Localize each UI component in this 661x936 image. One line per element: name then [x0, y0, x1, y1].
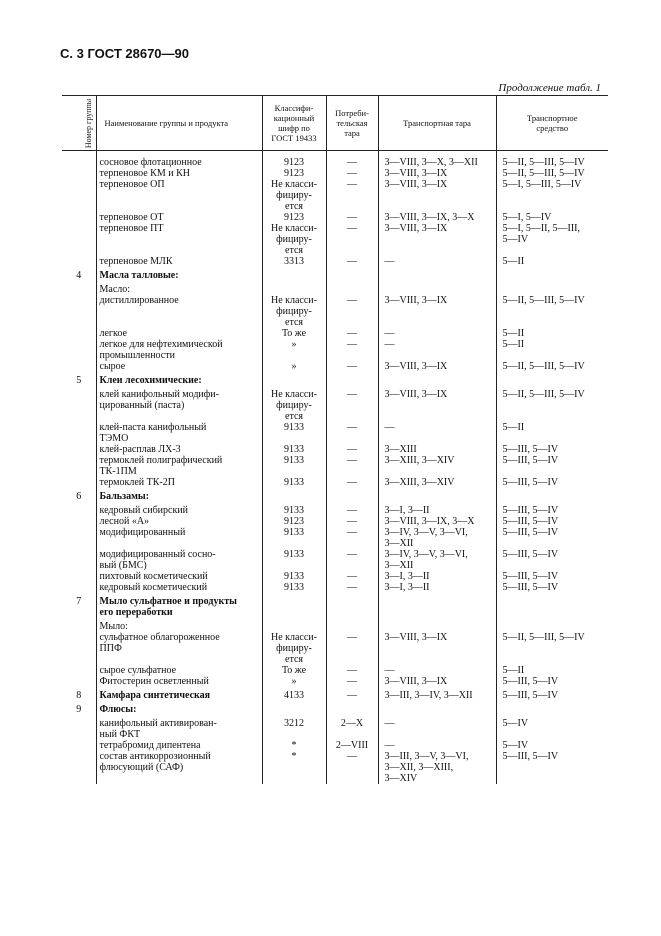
transport-pack: 3—I, 3—II [378, 571, 496, 582]
transport-means: 5—III, 5—IV [496, 571, 608, 582]
transport-pack: 3—VIII, 3—IX [378, 676, 496, 687]
row-number [62, 455, 96, 477]
product-name: Мыло сульфатное и продукты его переработки [96, 593, 262, 618]
col-header-transport-means: Транспортное средство [496, 96, 608, 151]
consumer-pack [326, 267, 378, 281]
table-row [62, 256, 608, 267]
transport-means: 5—II [496, 665, 608, 676]
transport-means: 5—III, 5—IV [496, 676, 608, 687]
classification-code: 3313 [262, 256, 326, 267]
product-name: Клеи лесохимические: [96, 372, 262, 386]
transport-pack: 3—XIII, 3—XIV [378, 455, 496, 477]
table-row [62, 477, 608, 488]
transport-means: 5—II [496, 256, 608, 267]
classification-code: То же [262, 328, 326, 339]
transport-pack: — [378, 665, 496, 676]
col-header-code: Классифи- кационный шифр по ГОСТ 19433 [262, 96, 326, 151]
transport-means: 5—III, 5—IV [496, 687, 608, 701]
classification-code: 9133 [262, 502, 326, 516]
product-name: Масло: [96, 281, 262, 295]
classification-code [262, 488, 326, 502]
table-row [62, 281, 608, 295]
page-header: С. 3 ГОСТ 28670—90 [60, 46, 189, 61]
row-number [62, 477, 96, 488]
table-row [62, 676, 608, 687]
consumer-pack: — [326, 328, 378, 339]
transport-pack: — [378, 339, 496, 361]
classification-code: 3212 [262, 715, 326, 740]
consumer-pack: — [326, 527, 378, 549]
table-row [62, 455, 608, 477]
consumer-pack: — [326, 386, 378, 422]
product-name: клей канифольный модифи- цированный (паста) [96, 386, 262, 422]
consumer-pack: — [326, 549, 378, 571]
classification-code: 9133 [262, 444, 326, 455]
consumer-pack: — [326, 502, 378, 516]
row-number [62, 618, 96, 632]
classification-code [262, 267, 326, 281]
row-number [62, 740, 96, 751]
classification-code: 9133 [262, 455, 326, 477]
table-row [62, 372, 608, 386]
classification-code: » [262, 676, 326, 687]
row-number [62, 676, 96, 687]
table-row [62, 571, 608, 582]
classification-code: 9133 [262, 527, 326, 549]
product-name: Мыло: [96, 618, 262, 632]
transport-pack: 3—VIII, 3—IX [378, 179, 496, 212]
classification-code: 9133 [262, 422, 326, 444]
row-number [62, 168, 96, 179]
row-number [62, 339, 96, 361]
row-number [62, 256, 96, 267]
table-row [62, 593, 608, 618]
consumer-pack: — [326, 223, 378, 256]
transport-means: 5—II, 5—III, 5—IV [496, 295, 608, 328]
row-number: 9 [76, 704, 82, 715]
consumer-pack: — [326, 582, 378, 593]
product-name: Флюсы: [96, 701, 262, 715]
row-number [62, 151, 96, 169]
row-number [62, 549, 96, 571]
consumer-pack: — [326, 516, 378, 527]
product-name: терпеновое ОТ [96, 212, 262, 223]
product-name: сырое сульфатное [96, 665, 262, 676]
transport-means [496, 372, 608, 386]
transport-means: 5—I, 5—II, 5—III, 5—IV [496, 223, 608, 256]
transport-pack: 3—IV, 3—V, 3—VI, 3—XII [378, 527, 496, 549]
consumer-pack: — [326, 151, 378, 169]
table-row [62, 740, 608, 751]
table-row [62, 701, 608, 715]
product-name: терпеновое ПТ [96, 223, 262, 256]
transport-means [496, 267, 608, 281]
product-name: кедровый косметический [96, 582, 262, 593]
classification-code: 9123 [262, 151, 326, 169]
classification-code: То же [262, 665, 326, 676]
classification-code: 9123 [262, 212, 326, 223]
table-row [62, 444, 608, 455]
consumer-pack [326, 701, 378, 715]
row-number [62, 386, 96, 422]
transport-pack: 3—VIII, 3—IX, 3—X [378, 516, 496, 527]
table-row [62, 687, 608, 701]
product-name: состав антикоррозионный флюсующий (САФ) [96, 751, 262, 784]
consumer-pack: — [326, 477, 378, 488]
consumer-pack: 2—VIII [326, 740, 378, 751]
consumer-pack [326, 593, 378, 618]
transport-pack: 3—VIII, 3—IX [378, 223, 496, 256]
transport-means [496, 488, 608, 502]
consumer-pack: — [326, 455, 378, 477]
table-row [62, 328, 608, 339]
row-number [62, 582, 96, 593]
transport-pack: 3—VIII, 3—IX [378, 632, 496, 665]
transport-pack: 3—VIII, 3—IX [378, 386, 496, 422]
transport-means: 5—II [496, 422, 608, 444]
transport-table [62, 95, 608, 784]
row-number [62, 223, 96, 256]
product-name: клей-расплав ЛХ-3 [96, 444, 262, 455]
row-number [62, 179, 96, 212]
product-name: дистиллированное [96, 295, 262, 328]
transport-pack [378, 701, 496, 715]
table-row [62, 618, 608, 632]
row-number [62, 751, 96, 784]
consumer-pack: — [326, 422, 378, 444]
product-name: сосновое флотационное [96, 151, 262, 169]
classification-code [262, 372, 326, 386]
consumer-pack: — [326, 361, 378, 372]
transport-pack [378, 281, 496, 295]
row-number [62, 422, 96, 444]
consumer-pack: — [326, 444, 378, 455]
transport-means: 5—IV [496, 740, 608, 751]
transport-means: 5—II [496, 339, 608, 361]
consumer-pack: — [326, 179, 378, 212]
table-row [62, 502, 608, 516]
table-row [62, 151, 608, 169]
table-row [62, 361, 608, 372]
consumer-pack [326, 281, 378, 295]
classification-code [262, 281, 326, 295]
product-name: кедровый сибирский [96, 502, 262, 516]
row-number [62, 632, 96, 665]
transport-means [496, 701, 608, 715]
table-row [62, 339, 608, 361]
consumer-pack [326, 372, 378, 386]
row-number [62, 444, 96, 455]
transport-pack: 3—VIII, 3—IX [378, 295, 496, 328]
consumer-pack: — [326, 676, 378, 687]
consumer-pack: — [326, 665, 378, 676]
classification-code: 9133 [262, 582, 326, 593]
transport-pack [378, 618, 496, 632]
transport-pack: 3—I, 3—II [378, 582, 496, 593]
transport-means: 5—III, 5—IV [496, 502, 608, 516]
table-row [62, 488, 608, 502]
table-continuation-label: Продолжение табл. 1 [498, 82, 601, 94]
transport-means: 5—III, 5—IV [496, 549, 608, 571]
table-row [62, 527, 608, 549]
table-row [62, 715, 608, 740]
row-number [62, 527, 96, 549]
product-name: сульфатное облагороженное ППФ [96, 632, 262, 665]
consumer-pack [326, 488, 378, 502]
product-name: пихтовый косметический [96, 571, 262, 582]
classification-code: 9123 [262, 168, 326, 179]
table-row [62, 632, 608, 665]
row-number [62, 281, 96, 295]
transport-means: 5—III, 5—IV [496, 527, 608, 549]
col-header-name: Наименование группы и продукта [96, 96, 262, 151]
product-name: легкое для нефтехимической промышленности [96, 339, 262, 361]
product-name: клей-паста канифольный ТЭМО [96, 422, 262, 444]
transport-pack: 3—IV, 3—V, 3—VI, 3—XII [378, 549, 496, 571]
transport-means: 5—II, 5—III, 5—IV [496, 151, 608, 169]
row-number [62, 715, 96, 740]
consumer-pack: — [326, 168, 378, 179]
row-number [62, 328, 96, 339]
transport-means [496, 618, 608, 632]
table-row [62, 267, 608, 281]
classification-code: Не класси- фициру- ется [262, 295, 326, 328]
row-number [62, 361, 96, 372]
transport-pack: 3—I, 3—II [378, 502, 496, 516]
transport-means: 5—II, 5—III, 5—IV [496, 168, 608, 179]
row-number: 8 [76, 690, 82, 701]
classification-code: Не класси- фициру- ется [262, 632, 326, 665]
product-name: модифицированный сосно- вый (БМС) [96, 549, 262, 571]
transport-means: 5—III, 5—IV [496, 751, 608, 784]
product-name: модифицированный [96, 527, 262, 549]
product-name: Масла талловые: [96, 267, 262, 281]
transport-pack: 3—XIII, 3—XIV [378, 477, 496, 488]
row-number [62, 571, 96, 582]
col-header-transport-pack: Транспортная тара [378, 96, 496, 151]
transport-means: 5—III, 5—IV [496, 455, 608, 477]
product-name: термоклей ТК-2П [96, 477, 262, 488]
classification-code: » [262, 339, 326, 361]
product-name: канифольный активирован- ный ФКТ [96, 715, 262, 740]
transport-means: 5—III, 5—IV [496, 582, 608, 593]
transport-pack: — [378, 328, 496, 339]
classification-code: * [262, 751, 326, 784]
product-name: терпеновое ОП [96, 179, 262, 212]
transport-means: 5—III, 5—IV [496, 444, 608, 455]
transport-pack: 3—VIII, 3—IX [378, 168, 496, 179]
transport-pack: 3—VIII, 3—IX, 3—X [378, 212, 496, 223]
consumer-pack: — [326, 212, 378, 223]
transport-pack: 3—XIII [378, 444, 496, 455]
classification-code: » [262, 361, 326, 372]
transport-pack [378, 267, 496, 281]
row-number [62, 665, 96, 676]
consumer-pack: 2—X [326, 715, 378, 740]
classification-code: 9133 [262, 549, 326, 571]
classification-code: 9133 [262, 477, 326, 488]
classification-code [262, 618, 326, 632]
product-name: Фитостерин осветленный [96, 676, 262, 687]
product-name: Бальзамы: [96, 488, 262, 502]
row-number: 4 [76, 270, 82, 281]
transport-pack: — [378, 256, 496, 267]
consumer-pack: — [326, 632, 378, 665]
classification-code: * [262, 740, 326, 751]
classification-code: Не класси- фициру- ется [262, 386, 326, 422]
classification-code [262, 593, 326, 618]
transport-pack: — [378, 715, 496, 740]
table-row [62, 582, 608, 593]
table-header-row [62, 96, 608, 151]
table-row [62, 295, 608, 328]
product-name: Камфара синтетическая [96, 687, 262, 701]
product-name: термоклей полиграфический ТК-1ПМ [96, 455, 262, 477]
consumer-pack: — [326, 751, 378, 784]
table-row [62, 549, 608, 571]
table-row [62, 751, 608, 784]
row-number: 7 [76, 596, 82, 607]
consumer-pack [326, 618, 378, 632]
classification-code [262, 701, 326, 715]
table-row [62, 516, 608, 527]
col-header-consumer-pack: Потреби- тельская тара [326, 96, 378, 151]
table-row [62, 386, 608, 422]
consumer-pack: — [326, 339, 378, 361]
consumer-pack: — [326, 571, 378, 582]
consumer-pack: — [326, 295, 378, 328]
classification-code: Не класси- фициру- ется [262, 179, 326, 212]
product-name: легкое [96, 328, 262, 339]
col-header-num: Номер группы [62, 96, 96, 151]
table-row [62, 179, 608, 212]
table-row [62, 212, 608, 223]
transport-means [496, 593, 608, 618]
row-number [62, 295, 96, 328]
transport-means: 5—II, 5—III, 5—IV [496, 632, 608, 665]
transport-pack [378, 488, 496, 502]
transport-pack: 3—III, 3—IV, 3—XII [378, 687, 496, 701]
classification-code: 9123 [262, 516, 326, 527]
transport-means: 5—I, 5—III, 5—IV [496, 179, 608, 212]
transport-means: 5—II, 5—III, 5—IV [496, 361, 608, 372]
transport-means: 5—II, 5—III, 5—IV [496, 386, 608, 422]
row-number [62, 516, 96, 527]
transport-pack [378, 593, 496, 618]
transport-pack: 3—III, 3—V, 3—VI, 3—XII, 3—XIII, 3—XIV [378, 751, 496, 784]
transport-means: 5—IV [496, 715, 608, 740]
table-row [62, 665, 608, 676]
classification-code: 9133 [262, 571, 326, 582]
consumer-pack: — [326, 687, 378, 701]
table-row [62, 168, 608, 179]
classification-code: 4133 [262, 687, 326, 701]
product-name: терпеновое КМ и КН [96, 168, 262, 179]
transport-pack: — [378, 422, 496, 444]
transport-pack: 3—VIII, 3—IX [378, 361, 496, 372]
row-number [62, 502, 96, 516]
transport-means: 5—III, 5—IV [496, 516, 608, 527]
table-row [62, 422, 608, 444]
transport-means: 5—III, 5—IV [496, 477, 608, 488]
transport-pack [378, 372, 496, 386]
transport-means: 5—II [496, 328, 608, 339]
row-number [62, 212, 96, 223]
transport-means [496, 281, 608, 295]
consumer-pack: — [326, 256, 378, 267]
row-number: 6 [76, 491, 82, 502]
product-name: тетрабромид дипентена [96, 740, 262, 751]
product-name: терпеновое МЛК [96, 256, 262, 267]
transport-pack: — [378, 740, 496, 751]
row-number: 5 [76, 375, 82, 386]
classification-code: Не класси- фициру- ется [262, 223, 326, 256]
transport-means: 5—I, 5—IV [496, 212, 608, 223]
table-row [62, 223, 608, 256]
product-name: сырое [96, 361, 262, 372]
transport-pack: 3—VIII, 3—X, 3—XII [378, 151, 496, 169]
product-name: лесной «А» [96, 516, 262, 527]
